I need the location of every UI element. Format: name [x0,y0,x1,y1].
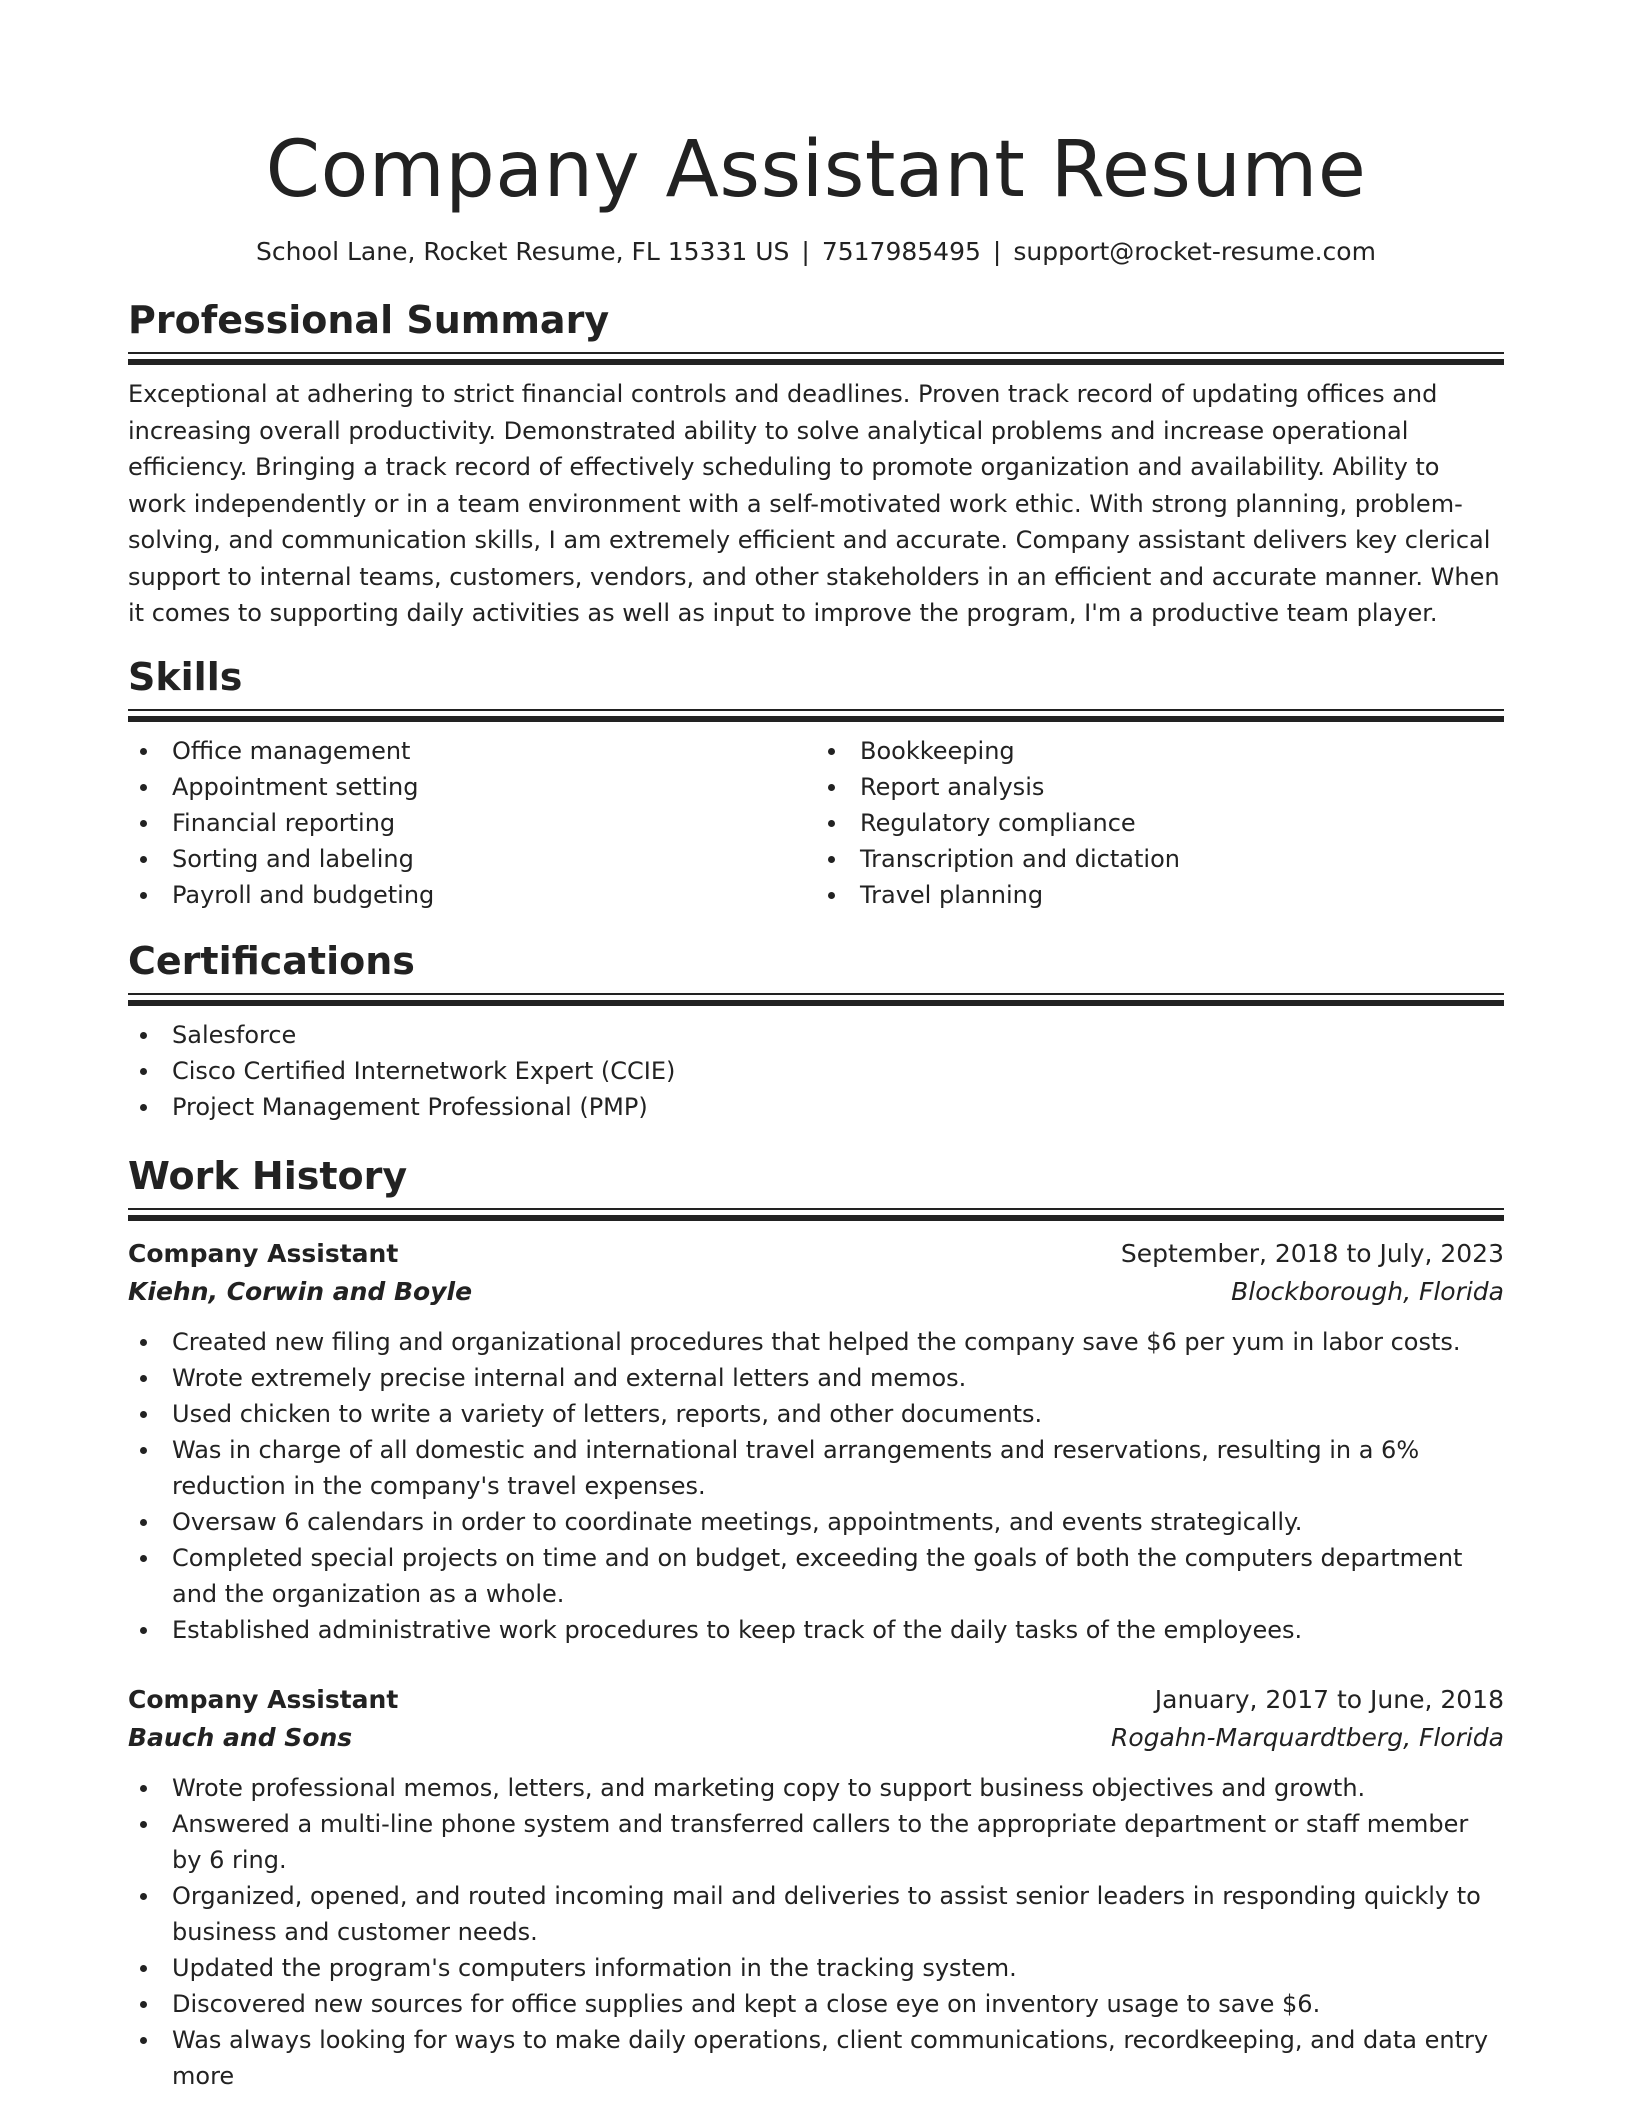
certifications-list [128,1017,1504,1125]
skills-grid [128,733,1504,913]
contact-line [128,236,1504,268]
contact-separator: | [801,237,810,266]
job-header [128,1681,1504,1719]
resume-page [128,0,1504,2094]
job-title: Company Assistant [128,1684,399,1714]
skill-item: Transcription and dictation [816,841,1504,877]
certification-item: Salesforce [128,1017,1504,1053]
contact-separator: | [992,237,1002,266]
job-company: Bauch and Sons [128,1722,353,1752]
skill-item: Bookkeeping [816,733,1504,769]
skills-column-left [128,733,816,913]
job-duty: Organized, opened, and routed incoming mail and deliveries to assist senior leaders in responding quickly to business and customer needs. [128,1878,1504,1950]
job-duty: Discovered new sources for office supplies and kept a close eye on inventory usage to save $6. [128,1986,1504,2022]
job-title: Company Assistant [128,1238,399,1268]
job-duty: Was in charge of all domestic and international travel arrangements and reservations, resulting in a 6% reduction in the company's travel expenses. [128,1432,1504,1504]
skills-section [128,654,1504,913]
work-history-section [128,1153,1504,2094]
contact-email: support@rocket-resume.com [1013,237,1376,266]
contact-phone: 7517985495 [821,237,981,266]
summary-text: Exceptional at adhering to strict financial controls and deadlines. Proven track record of updating offices and increasing overall productivity. Demonstrated ability to solve analytical problems and increase operational efficiency. Bringing a track record of effectively scheduling to promote organization and availability. Ability to work independently or in a team environment with a self-motivated work ethic. With strong planning, problem-solving, and communication skills, I am extremely efficient and accurate. Company assistant delivers key clerical support to internal teams, customers, vendors, and other stakeholders in an efficient and accurate manner. When it comes to supporting daily activities as well as input to improve the program, I'm a productive team player. [128,380,1500,627]
job-duty: Updated the program's computers information in the tracking system. [128,1950,1504,1986]
summary-section [128,297,1504,632]
section-heading-summary: Professional Summary [128,298,610,342]
job-dates: September, 2018 to July, 2023 [1120,1238,1504,1268]
certification-item: Project Management Professional (PMP) [128,1089,1504,1125]
contact-address: School Lane, Rocket Resume, FL 15331 US [256,237,790,266]
skill-item: Sorting and labeling [128,841,816,877]
job-duty: Wrote extremely precise internal and external letters and memos. [128,1360,1504,1396]
certifications-section [128,938,1504,1125]
section-divider [128,352,1504,366]
job-entry [128,1681,1504,2094]
job-location: Rogahn-Marquardtberg, Florida [1110,1722,1504,1752]
job-entry [128,1235,1504,1648]
job-company: Kiehn, Corwin and Boyle [128,1276,473,1306]
section-heading-skills: Skills [128,654,243,699]
job-duty: Completed special projects on time and on budget, exceeding the goals of both the computers department and the organization as a whole. [128,1540,1504,1612]
skill-item: Office management [128,733,816,769]
job-duty: Used chicken to write a variety of letters, reports, and other documents. [128,1396,1504,1432]
job-duty: Wrote professional memos, letters, and marketing copy to support business objectives and growth. [128,1770,1504,1806]
job-duties-list [128,1324,1504,1648]
job-subheader [128,1719,1504,1757]
job-duty: Established administrative work procedures to keep track of the daily tasks of the employees. [128,1612,1504,1648]
section-heading-certifications: Certifications [128,938,415,983]
job-duty: Was always looking for ways to make daily operations, client communications, recordkeeping, and data entry more [128,2022,1504,2094]
job-subheader [128,1273,1504,1311]
skill-item: Financial reporting [128,805,816,841]
skill-item: Payroll and budgeting [128,877,816,913]
job-dates: January, 2017 to June, 2018 [1154,1684,1504,1714]
skill-item: Appointment setting [128,769,816,805]
section-divider [128,709,1504,723]
job-duty: Answered a multi-line phone system and transferred callers to the appropriate department or staff member by 6 ring. [128,1806,1504,1878]
skill-item: Report analysis [816,769,1504,805]
job-location: Blockborough, Florida [1231,1276,1504,1306]
section-divider [128,993,1504,1007]
skill-item: Regulatory compliance [816,805,1504,841]
job-duties-list [128,1770,1504,2094]
job-header [128,1235,1504,1273]
resume-title: Company Assistant Resume [265,125,1367,215]
job-duty: Oversaw 6 calendars in order to coordinate meetings, appointments, and events strategically. [128,1504,1504,1540]
section-heading-work-history: Work History [128,1153,408,1198]
skills-column-right [816,733,1504,913]
job-duty: Created new filing and organizational procedures that helped the company save $6 per yum in labor costs. [128,1324,1504,1360]
section-divider [128,1208,1504,1222]
certification-item: Cisco Certified Internetwork Expert (CCIE) [128,1053,1504,1089]
skill-item: Travel planning [816,877,1504,913]
